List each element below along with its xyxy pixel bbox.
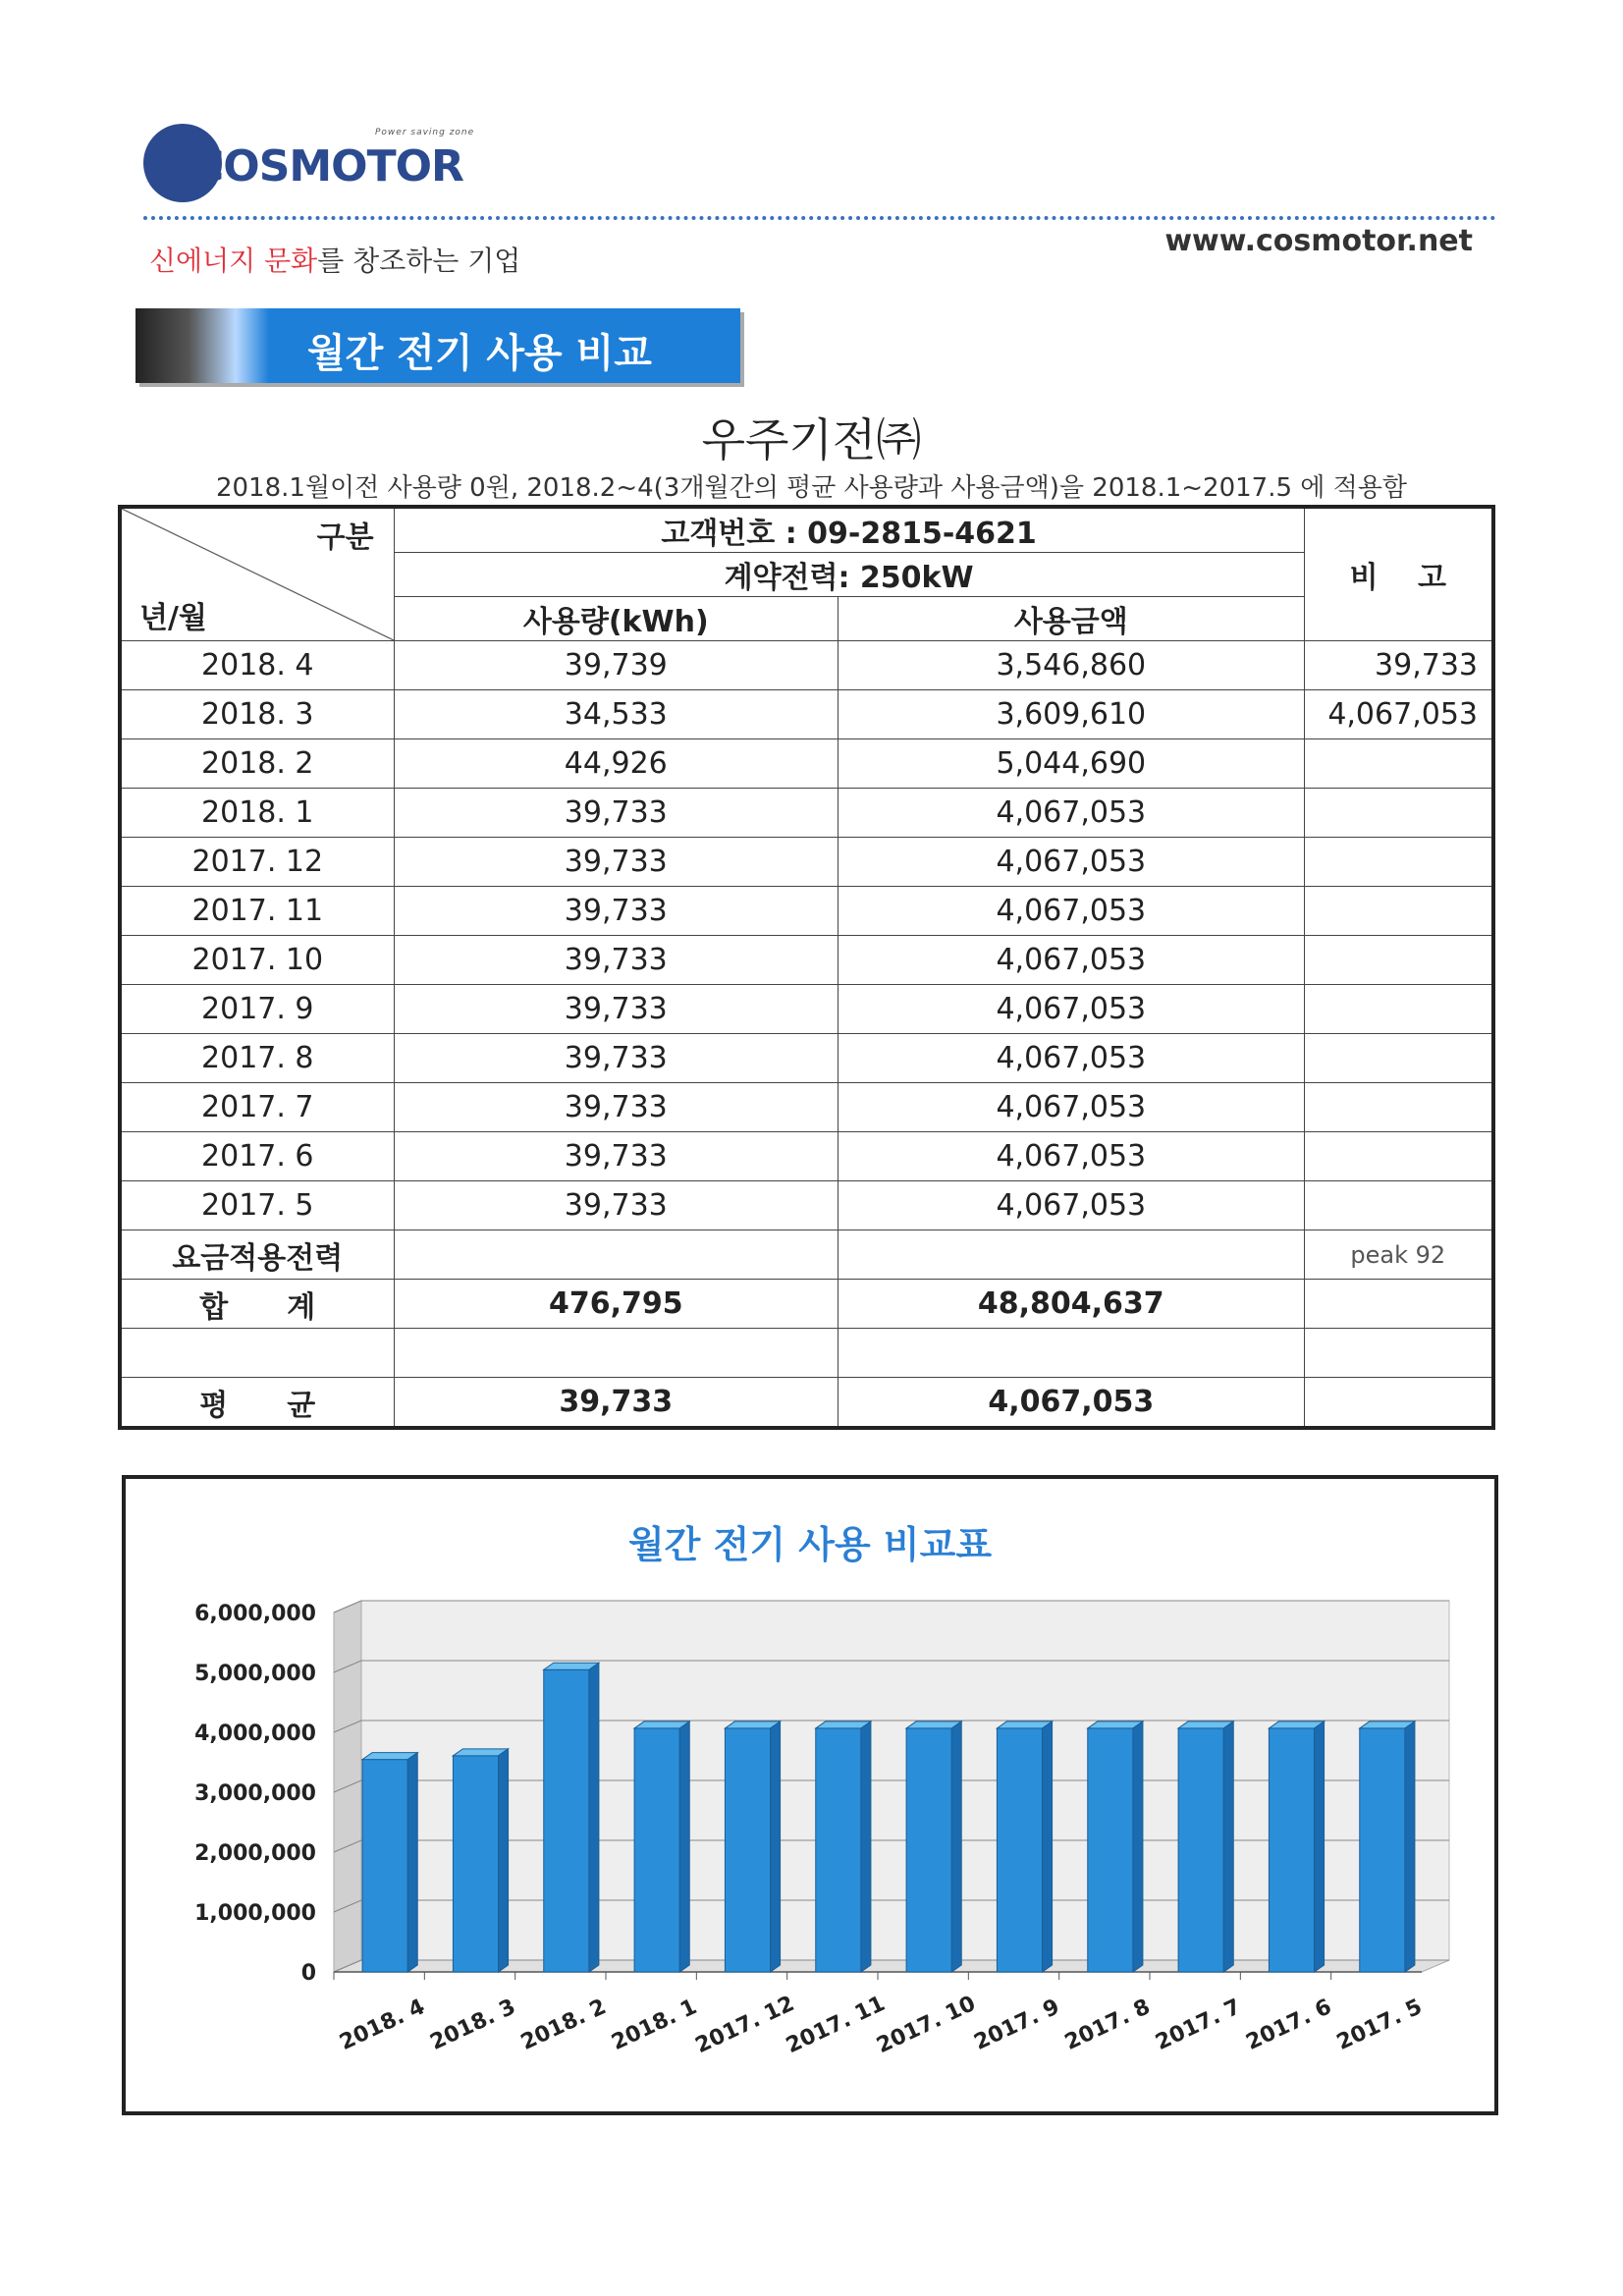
bar-side [1405,1722,1415,1972]
row-amount: 4,067,053 [839,838,1305,887]
bar [816,1728,861,1972]
row-remark [1304,1034,1493,1083]
bar-side [589,1663,599,1972]
row-month: 2017. 6 [120,1132,394,1181]
row-month: 2017. 5 [120,1181,394,1230]
bar [906,1728,951,1972]
row-remark [1304,887,1493,936]
x-tick-label: 2017. 11 [782,1991,890,2059]
usage-note: 2018.1월이전 사용량 0원, 2018.2~4(3개월간의 평균 사용량과 사용금액)을 2018.1~2017.5 에 적용함 [215,473,1408,503]
row-remark: 4,067,053 [1304,690,1493,739]
row-month: 2017. 8 [120,1034,394,1083]
row-month: 2018. 4 [120,641,394,690]
average-amount: 4,067,053 [839,1378,1305,1429]
row-usage: 39,733 [394,1083,838,1132]
bar [1178,1728,1223,1972]
chart-title: 월간 전기 사용 비교표 [627,1523,993,1566]
row-amount: 4,067,053 [839,887,1305,936]
row-amount: 4,067,053 [839,1083,1305,1132]
row-month: 2018. 3 [120,690,394,739]
y-tick-label: 3,000,000 [194,1781,316,1806]
total-remark [1304,1280,1493,1329]
blank-cell [394,1329,838,1378]
average-label: 평 균 [120,1378,394,1429]
blank-cell [839,1329,1305,1378]
table-row [120,690,1493,739]
row-month: 2018. 1 [120,789,394,838]
row-month: 2018. 2 [120,739,394,789]
row-month: 2017. 7 [120,1083,394,1132]
row-usage: 39,733 [394,1132,838,1181]
average-usage: 39,733 [394,1378,838,1429]
logo-text [192,141,463,191]
blank-cell [120,1329,394,1378]
contract-power: 계약전력: 250kW [394,553,1304,597]
tagline-rest: 를 창조하는 기업 [317,245,521,277]
corner-label-category: 구분 [316,520,374,555]
row-remark [1304,789,1493,838]
bar [997,1728,1042,1972]
y-tick-label: 5,000,000 [194,1662,316,1686]
row-usage: 44,926 [394,739,838,789]
blank-cell [1304,1329,1493,1378]
row-remark [1304,739,1493,789]
row-usage: 34,533 [394,690,838,739]
bar [544,1669,589,1972]
row-month: 2017. 11 [120,887,394,936]
remark-header: 비 고 [1304,507,1493,641]
row-amount: 4,067,053 [839,1181,1305,1230]
row-month: 2017. 12 [120,838,394,887]
table-row [120,887,1493,936]
x-tick-label: 2018. 1 [608,1995,701,2055]
row-amount: 4,067,053 [839,985,1305,1034]
brand-logo [143,124,477,202]
usage-header: 사용량(kWh) [394,597,838,641]
bar [362,1760,407,1972]
table-row [120,1132,1493,1181]
row-remark [1304,1083,1493,1132]
x-tick-label: 2018. 2 [516,1995,611,2055]
row-usage: 39,733 [394,789,838,838]
tagline-highlight: 신에너지 문화 [149,245,318,277]
row-amount: 5,044,690 [839,739,1305,789]
table-row [120,1083,1493,1132]
bar-side [771,1722,781,1972]
y-tick-label: 1,000,000 [194,1901,316,1926]
company-tagline [149,240,520,279]
table-row [120,641,1493,690]
logo-wordmark: COSMOTOR [192,141,463,191]
table-row [120,1034,1493,1083]
table-row [120,739,1493,789]
bar-side [679,1722,689,1972]
applied-power-amount [839,1230,1305,1280]
x-tick-label: 2018. 3 [426,1995,519,2055]
x-tick-label: 2017. 5 [1332,1995,1427,2055]
bar-side [861,1722,871,1972]
bar-side [1043,1722,1053,1972]
average-remark [1304,1378,1493,1429]
total-amount: 48,804,637 [839,1280,1305,1329]
row-usage: 39,739 [394,641,838,690]
row-remark [1304,985,1493,1034]
row-usage: 39,733 [394,1034,838,1083]
table-row [120,838,1493,887]
row-amount: 4,067,053 [839,789,1305,838]
bar-side [951,1722,961,1972]
table-row [120,985,1493,1034]
row-remark [1304,936,1493,985]
total-usage: 476,795 [394,1280,838,1329]
logo-tagline: Power saving zone [375,128,475,137]
bar [1269,1728,1314,1972]
x-tick-label: 2017. 10 [873,1991,980,2059]
total-label: 합 계 [120,1280,394,1329]
row-amount: 3,609,610 [839,690,1305,739]
website-url: www.cosmotor.net [1164,224,1473,258]
y-tick-label: 0 [300,1961,316,1986]
bar-side [1315,1722,1325,1972]
x-tick-label: 2017. 9 [970,1995,1063,2055]
chart-panel [122,1475,1498,2115]
row-amount: 4,067,053 [839,936,1305,985]
table-row [120,1181,1493,1230]
y-tick-label: 4,000,000 [194,1722,316,1746]
bar [1360,1728,1405,1972]
section-banner [135,308,740,383]
bar [1088,1728,1133,1972]
row-amount: 4,067,053 [839,1034,1305,1083]
row-usage: 39,733 [394,936,838,985]
x-tick-label: 2018. 4 [336,1995,429,2055]
row-usage: 39,733 [394,1181,838,1230]
bar [725,1728,770,1972]
bar-side [1133,1722,1143,1972]
applied-power-remark: peak 92 [1304,1230,1493,1280]
bar-chart [126,1479,1494,2111]
applied-power-usage [394,1230,838,1280]
x-tick-label: 2017. 7 [1152,1995,1245,2055]
row-month: 2017. 9 [120,985,394,1034]
row-remark [1304,838,1493,887]
bar [453,1756,498,1972]
table-row [120,789,1493,838]
row-month: 2017. 10 [120,936,394,985]
applied-power-label: 요금적용전력 [120,1230,394,1280]
row-usage: 39,733 [394,887,838,936]
amount-header: 사용금액 [839,597,1305,641]
x-tick-label: 2017. 6 [1242,1995,1335,2055]
corner-header [120,507,394,641]
bar-side [407,1753,417,1972]
banner-title: 월간 전기 사용 비교 [307,331,652,376]
row-amount: 3,546,860 [839,641,1305,690]
bar-side [1223,1722,1233,1972]
company-name: 우주기전㈜ [701,413,922,466]
row-remark [1304,1132,1493,1181]
table-row [120,936,1493,985]
row-amount: 4,067,053 [839,1132,1305,1181]
usage-table [118,505,1495,1430]
row-usage: 39,733 [394,838,838,887]
banner-image [135,308,269,383]
row-remark [1304,1181,1493,1230]
customer-number: 고객번호 : 09-2815-4621 [394,507,1304,553]
bar-side [499,1749,509,1972]
corner-label-month: 년/월 [139,601,207,635]
row-usage: 39,733 [394,985,838,1034]
x-tick-label: 2017. 12 [691,1991,798,2059]
row-remark: 39,733 [1304,641,1493,690]
x-tick-label: 2017. 8 [1060,1995,1155,2055]
y-tick-label: 2,000,000 [194,1841,316,1866]
bar [634,1728,679,1972]
y-tick-label: 6,000,000 [194,1602,316,1626]
header-divider [143,216,1496,220]
